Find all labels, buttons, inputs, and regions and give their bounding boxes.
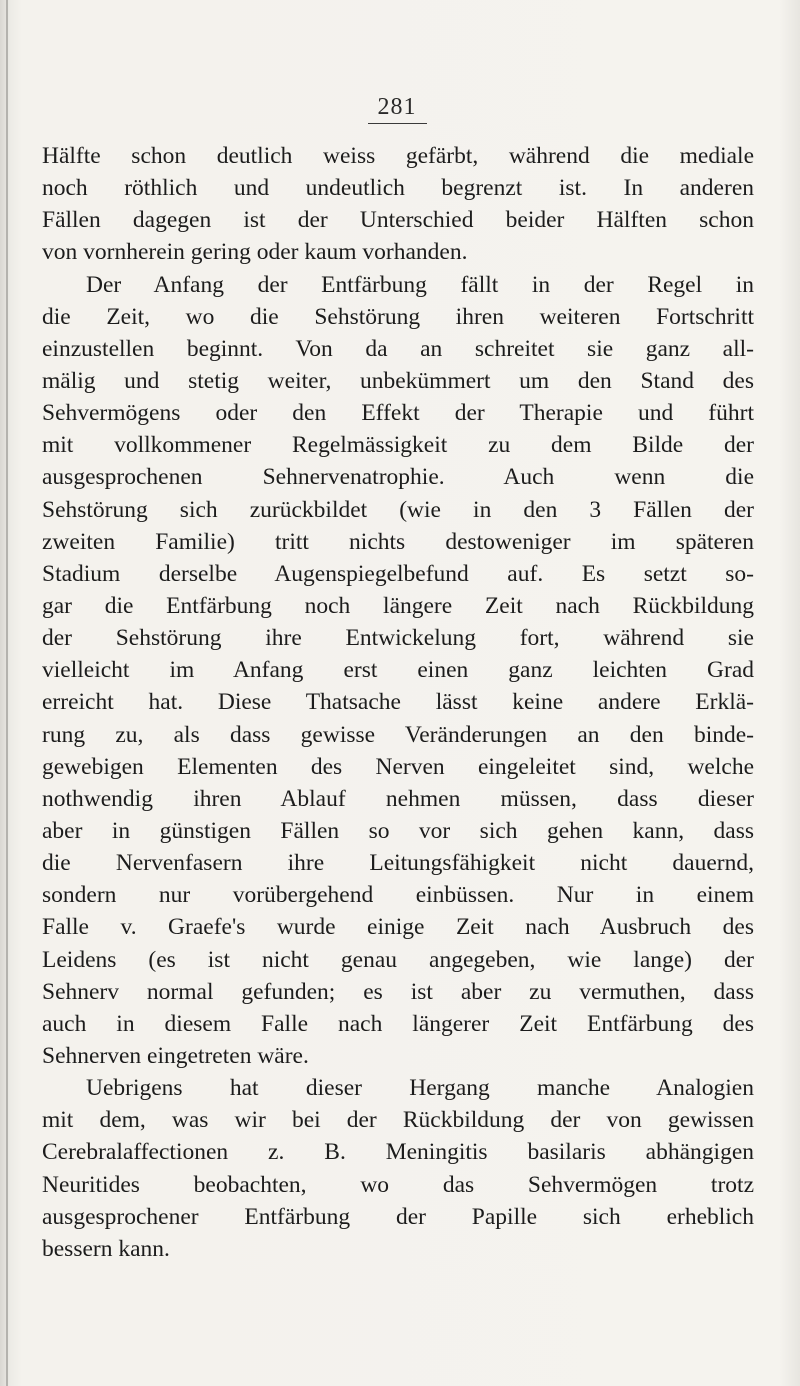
text-line: ausgesprochener Entfärbung der Papille sich erheblich: [42, 1203, 754, 1230]
text-line: mit vollkommener Regelmässigkeit zu dem Bilde der: [42, 432, 754, 459]
page-gutter-shadow: [6, 0, 8, 1386]
text-line: Der Anfang der Entfärbung fällt in der Regel in: [86, 271, 754, 298]
text-line: Sehvermögens oder den Effekt der Therapie und führt: [42, 400, 754, 427]
text-line: gewebigen Elementen des Nerven eingeleitet sind, welche: [42, 753, 754, 780]
text-line: ausgesprochenen Sehnervenatrophie. Auch wenn die: [42, 464, 754, 491]
text-line: Leidens (es ist nicht genau angegeben, wie lange) der: [42, 946, 754, 973]
text-line: mit dem, was wir bei der Rückbildung der von gewissen: [42, 1107, 754, 1134]
text-line: Stadium derselbe Augenspiegelbefund auf. Es setzt so-: [42, 560, 754, 587]
text-line: zweiten Familie) tritt nichts destoweniger im späteren: [42, 528, 754, 555]
text-line: sondern nur vorübergehend einbüssen. Nur in einem: [42, 882, 754, 909]
text-line: die Zeit, wo die Sehstörung ihren weiteren Fortschritt: [42, 303, 754, 330]
text-line: Sehstörung sich zurückbildet (wie in den 3 Fällen der: [42, 496, 754, 523]
text-line: nothwendig ihren Ablauf nehmen müssen, dass dieser: [42, 785, 754, 812]
text-line: einzustellen beginnt. Von da an schreitet sie ganz all-: [42, 335, 754, 362]
text-line: rung zu, als dass gewisse Veränderungen an den binde-: [42, 721, 754, 748]
text-line: gar die Entfärbung noch längere Zeit nach Rückbildung: [42, 592, 754, 619]
page-number-text: 281: [368, 92, 427, 124]
body-text: [42, 140, 754, 1265]
text-line: Neuritides beobachten, wo das Sehvermögen trotz: [42, 1171, 754, 1198]
text-line: die Nervenfasern ihre Leitungsfähigkeit nicht dauernd,: [42, 850, 754, 877]
text-line: Falle v. Graefe's wurde einige Zeit nach Ausbruch des: [42, 914, 754, 941]
text-line: Sehnerv normal gefunden; es ist aber zu vermuthen, dass: [42, 978, 754, 1005]
text-line: auch in diesem Falle nach längerer Zeit Entfärbung des: [42, 1010, 754, 1037]
text-line: erreicht hat. Diese Thatsache lässt keine andere Erklä-: [42, 689, 754, 716]
text-line: noch röthlich und undeutlich begrenzt ist. In anderen: [42, 175, 754, 202]
text-line: Hälfte schon deutlich weiss gefärbt, während die mediale: [42, 143, 754, 169]
text-line: bessern kann.: [42, 1235, 170, 1262]
text-line: Uebrigens hat dieser Hergang manche Analogien: [86, 1075, 754, 1102]
text-line: Cerebralaffectionen z. B. Meningitis basilaris abhängigen: [42, 1139, 754, 1166]
text-line: aber in günstigen Fällen so vor sich gehen kann, dass: [42, 817, 754, 844]
text-line: von vornherein gering oder kaum vorhanden.: [42, 239, 468, 266]
text-line: mälig und stetig weiter, unbekümmert um den Stand des: [42, 367, 754, 394]
page-number: [0, 92, 800, 124]
text-line: der Sehstörung ihre Entwickelung fort, während sie: [42, 625, 754, 652]
text-line: Sehnerven eingetreten wäre.: [42, 1042, 309, 1069]
text-line: vielleicht im Anfang erst einen ganz leichten Grad: [42, 657, 754, 684]
text-line: Fällen dagegen ist der Unterschied beider Hälften schon: [42, 207, 754, 234]
